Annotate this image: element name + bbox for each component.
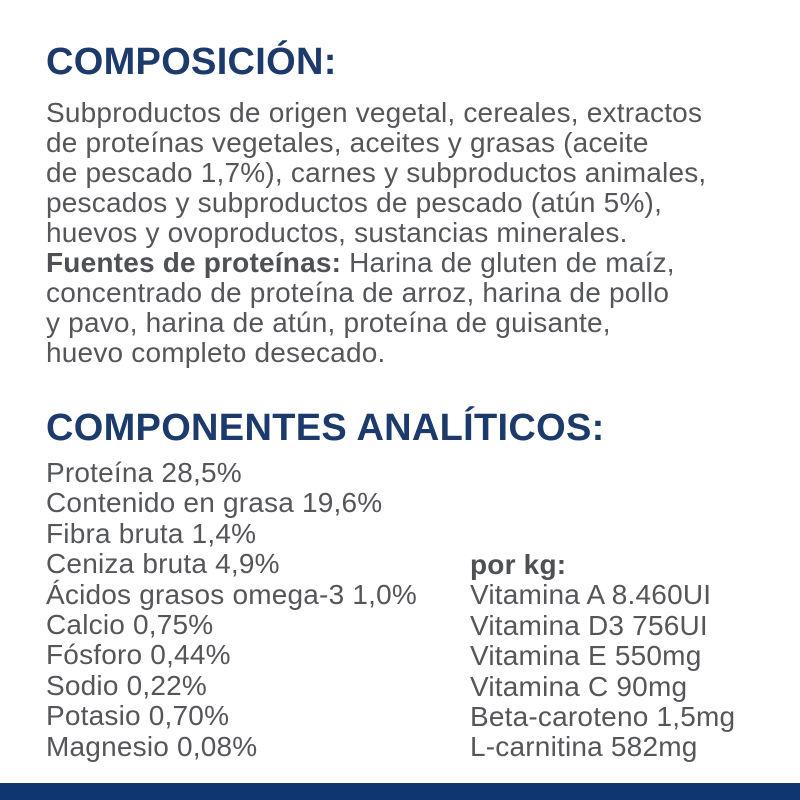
composition-paragraph	[46, 98, 800, 368]
composition-section	[0, 0, 800, 368]
composition-line: concentrado de proteína de arroz, harina de pollo	[46, 277, 670, 308]
composition-line: de pescado 1,7%), carnes y subproductos animales,	[46, 157, 707, 188]
protein-sources-label: Fuentes de proteínas:	[46, 247, 342, 278]
analytics-item: Proteína 28,5%	[46, 457, 242, 488]
composition-line: de proteínas vegetales, aceites y grasas (aceite	[46, 127, 649, 158]
vitamin-item: Beta-caroteno 1,5mg	[470, 701, 736, 733]
analytics-item: Contenido en grasa 19,6%	[46, 487, 383, 519]
composition-line: y pavo, harina de atún, proteína de guisante,	[46, 307, 611, 338]
vitamin-item: Vitamina D3 756UI	[470, 609, 708, 641]
composition-line: huevo completo desecado.	[46, 337, 386, 368]
analytics-item: Fósforo 0,44%	[46, 639, 231, 671]
analytics-columns	[46, 458, 800, 763]
protein-sources-rest: Harina de gluten de maíz,	[341, 247, 675, 278]
composition-line-protein-sources	[46, 248, 800, 278]
vitamin-item: Vitamina A 8.460UI	[470, 579, 712, 611]
analytics-section	[0, 368, 800, 763]
composition-line: pescados y subproductos de pescado (atún 5%),	[46, 187, 663, 218]
analytics-heading: COMPONENTES ANALÍTICOS:	[46, 407, 605, 449]
analytics-item: Sodio 0,22%	[46, 669, 207, 701]
analytics-right-column	[470, 550, 735, 763]
analytics-left-column	[46, 458, 470, 762]
analytics-item: Ácidos grasos omega-3 1,0%	[46, 578, 417, 610]
analytics-item: Magnesio 0,08%	[46, 730, 258, 762]
analytics-item: Calcio 0,75%	[46, 609, 214, 641]
analytics-item: Ceniza bruta 4,9%	[46, 548, 280, 580]
per-kg-label: por kg:	[470, 549, 567, 580]
bottom-accent-bar	[0, 783, 800, 800]
vitamin-item: Vitamina C 90mg	[470, 670, 688, 702]
analytics-item: Potasio 0,70%	[46, 700, 230, 732]
vitamin-item: L-carnitina 582mg	[470, 731, 698, 763]
composition-line: huevos y ovoproductos, sustancias minerales.	[46, 217, 628, 248]
composition-line: Subproductos de origen vegetal, cereales, extractos	[46, 97, 703, 128]
analytics-item: Fibra bruta 1,4%	[46, 517, 257, 549]
vitamin-item: Vitamina E 550mg	[470, 640, 702, 672]
composition-heading: COMPOSICIÓN:	[46, 41, 337, 83]
